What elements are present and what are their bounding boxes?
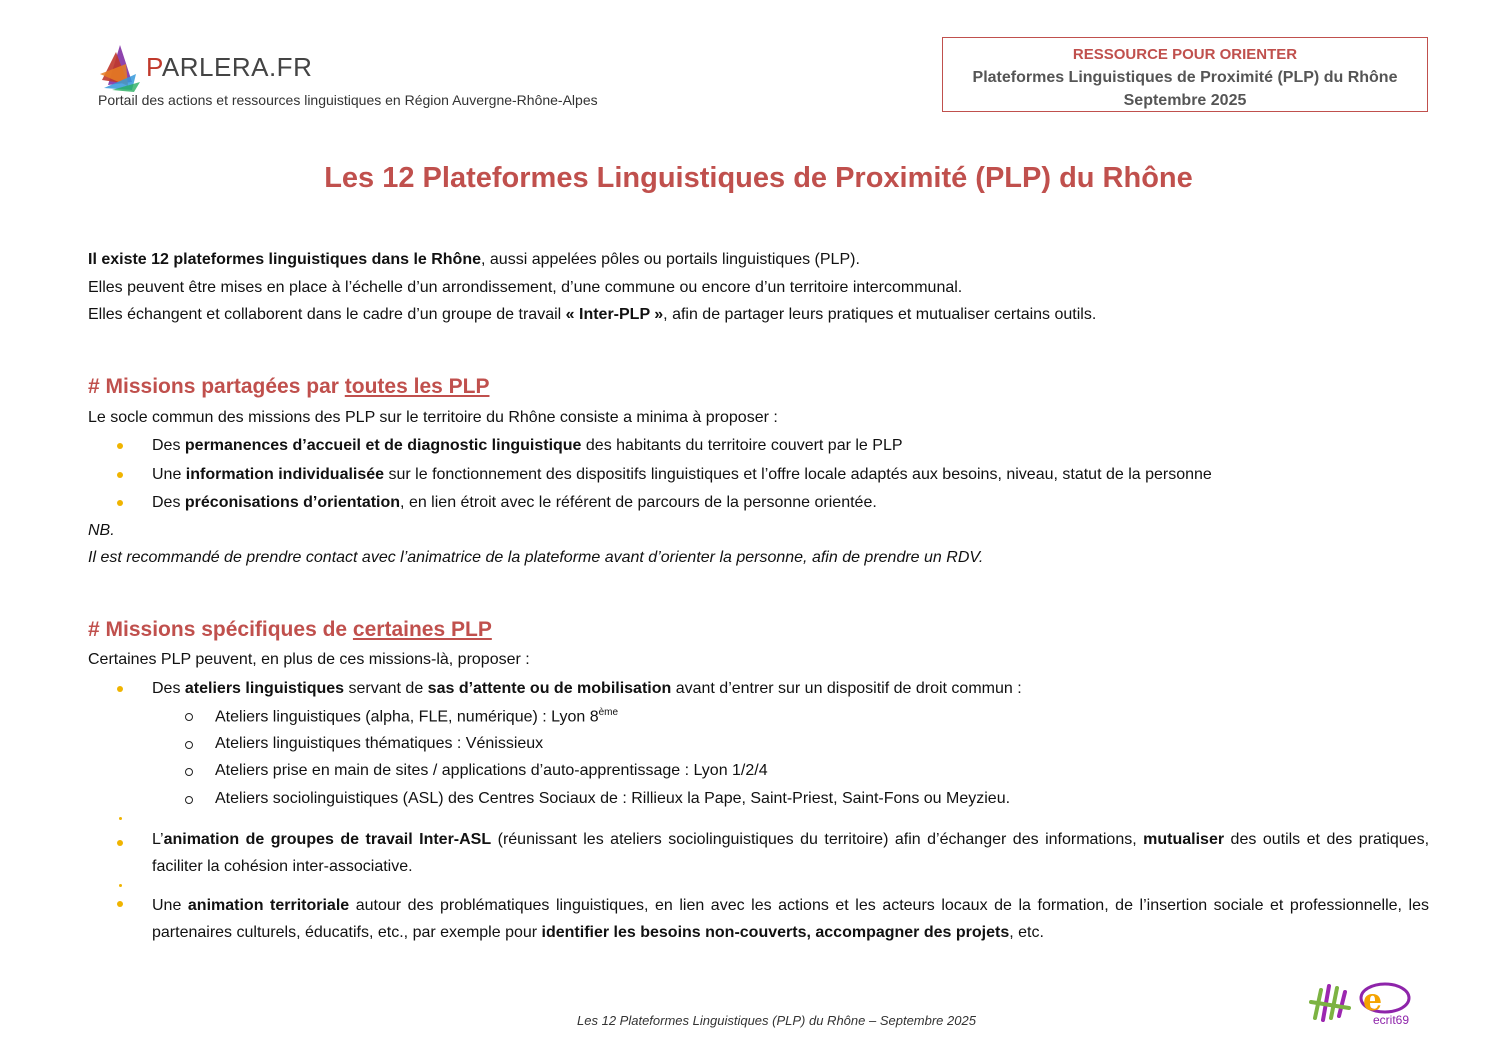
list-item: Des permanences d’accueil et de diagnostic linguistique des habitants du territoire couvert par le PLP [152,437,903,454]
sub-bullet-icon [185,768,193,776]
resource-box-label: RESSOURCE POUR ORIENTER [1072,46,1298,63]
section-heading-specific: # Missions spécifiques de certaines PLP [88,618,492,641]
partner-logo-figures [1305,978,1355,1026]
ecrit69-logo [1355,978,1413,1026]
bullet-icon [117,443,123,449]
bullet-icon [117,686,123,692]
section1-lead: Le socle commun des missions des PLP sur le territoire du Rhône consiste a minima à proposer : [88,409,778,426]
svg-text:ecrit69: ecrit69 [1373,1013,1410,1026]
intro-line-1: Il existe 12 plateformes linguistiques dans le Rhône, aussi appelées pôles ou portails linguistiques (PLP). [88,251,860,268]
sub-list-item: Ateliers linguistiques (alpha, FLE, numérique) : Lyon 8ème [215,707,619,726]
svg-text:e: e [1363,983,1383,1018]
list-item: L’animation de groupes de travail Inter-ASL (réunissant les ateliers sociolinguistiques du territoire) afin d’échanger des informations, mutualiser des outils et des pratiques, faciliter la cohésion inter-associative. [152,831,1430,875]
parlera-logo-text: PARLERA.FR [146,52,313,82]
section-heading-shared: # Missions partagées par toutes les PLP [88,375,490,398]
resource-box-subject: Plateformes Linguistiques de Proximité (PLP) du Rhône [972,69,1398,86]
sub-bullet-icon [185,713,193,721]
sub-list-item: Ateliers sociolinguistiques (ASL) des Centres Sociaux de : Rillieux la Pape, Saint-Priest, Saint-Fons ou Meyzieu. [215,790,1011,807]
bullet-icon [117,472,123,478]
sub-bullet-icon [185,741,193,749]
intro-line-3: Elles échangent et collaborent dans le cadre d’un groupe de travail « Inter-PLP », afin de partager leurs pratiques et mutualiser certains outils. [88,306,1097,323]
list-item: Des ateliers linguistiques servant de sas d’attente ou de mobilisation avant d’entrer sur un dispositif de droit commun : [152,680,1022,697]
nb-label: NB. [88,522,115,539]
site-tagline: Portail des actions et ressources linguistiques en Région Auvergne-Rhône-Alpes [98,92,598,108]
section2-lead: Certaines PLP peuvent, en plus de ces missions-là, proposer : [88,651,530,668]
list-item: Des préconisations d’orientation, en lien étroit avec le référent de parcours de la personne orientée. [152,494,877,511]
page-title: Les 12 Plateformes Linguistiques de Proximité (PLP) du Rhône [324,162,1193,194]
empty-bullet-icon [119,817,122,820]
list-item: Une information individualisée sur le fonctionnement des dispositifs linguistiques et l’offre locale adaptés aux besoins, niveau, statut de la personne [152,466,1212,483]
bullet-icon [117,901,123,907]
empty-bullet-icon [119,884,122,887]
sub-bullet-icon [185,796,193,804]
bullet-icon [117,500,123,506]
bullet-icon [117,840,123,846]
nb-note: Il est recommandé de prendre contact avec l’animatrice de la plateforme avant d’orienter la personne, afin de prendre un RDV. [88,549,984,566]
resource-box [942,37,1428,112]
sub-list-item: Ateliers linguistiques thématiques : Vénissieux [215,735,544,752]
intro-line-2: Elles peuvent être mises en place à l’échelle d’un arrondissement, d’une commune ou encore d’un territoire intercommunal. [88,279,963,296]
sub-list-item: Ateliers prise en main de sites / applications d’auto-apprentissage : Lyon 1/2/4 [215,762,768,779]
list-item: Une animation territoriale autour des problématiques linguistiques, en lien avec les actions et les acteurs locaux de la formation, de l’insertion sociale et professionnelle, les partenaires culturels, éducatifs, etc., par exemple pour identifier les besoins non-couverts, accompagner des projets, etc. [152,897,1430,941]
page-footer: Les 12 Plateformes Linguistiques (PLP) du Rhône – Septembre 2025 [577,1013,976,1028]
resource-box-date: Septembre 2025 [1123,92,1247,109]
